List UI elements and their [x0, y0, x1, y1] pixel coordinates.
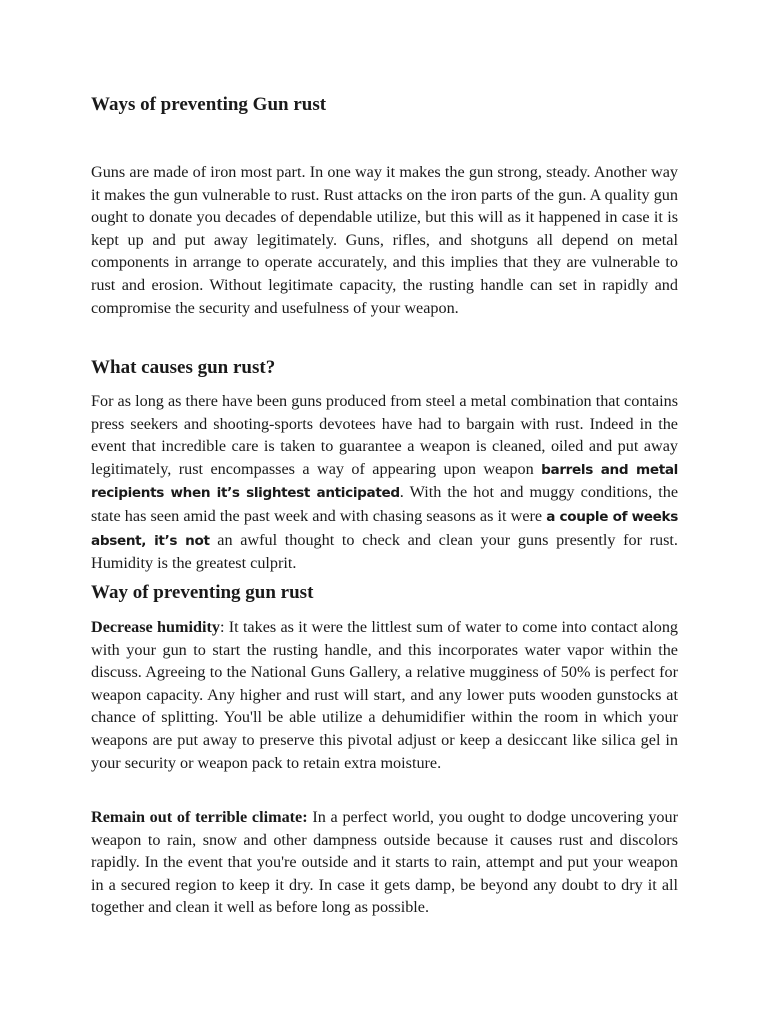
climate-label: Remain out of terrible climate: [91, 808, 308, 826]
humidity-text: : It takes as it were the littlest sum of water to come into contact along with your gun to start the rusting handle, and this incorporates water vapor within the discuss. Agreeing to the National Guns Gallery, a relative mugginess of 50% is perfect for weapon capacity. Any higher and rust will start, and any lower puts wooden gunstocks at chance of splitting. You'll be able utilize a dehumidifier within the room in which your weapons are put away to preserve this pivotal adjust or keep a desiccant like silica gel in your security or weapon pack to retain extra moisture. [91, 618, 679, 772]
causes-text-2: . With the hot and muggy conditions, the state has seen amid the past week and with chasing seasons as it were [91, 483, 679, 525]
climate-paragraph [91, 806, 678, 919]
causes-heading: What causes gun rust? [91, 357, 276, 378]
climate-text: In a perfect world, you ought to dodge uncovering your weapon to rain, snow and other dampness outside because it causes rust and discolors rapidly. In the event that you're outside and it starts to rain, attempt and put your weapon in a secured region to keep it dry. In case it gets damp, be beyond any doubt to dry it all together and clean it well as before long as possible. [91, 808, 678, 917]
causes-paragraph [91, 390, 678, 575]
document-title: Ways of preventing Gun rust [91, 94, 327, 115]
causes-text-1: For as long as there have been guns produced from steel a metal combination that contains press seekers and shooting-sports devotees have had to bargain with rust. Indeed in the event that incredible care is taken to guarantee a weapon is cleaned, oiled and put away legitimately, rust encompasses a way of appearing upon weapon [91, 392, 678, 478]
prevent-heading: Way of preventing gun rust [91, 582, 314, 603]
humidity-label: Decrease humidity [91, 618, 220, 636]
humidity-paragraph [91, 616, 678, 774]
intro-paragraph: Guns are made of iron most part. In one way it makes the gun strong, steady. Another way it makes the gun vulnerable to rust. Rust attacks on the iron parts of the gun. A quality gun ought to donate you decades of dependable utilize, but this will as it happened in case it is kept up and put away legitimately. Guns, rifles, and shotguns all depend on metal components in arrange to operate accurately, and this implies that they are vulnerable to rust and erosion. Without legitimate capacity, the rusting handle can set in rapidly and compromise the security and usefulness of your weapon. [91, 163, 678, 317]
causes-bold-2: a couple of weeks absent, it’s not [91, 508, 678, 549]
causes-bold-1: barrels and metal recipients when it’s slightest anticipated [91, 461, 678, 502]
causes-text-3: an awful thought to check and clean your guns presently for rust. Humidity is the greatest culprit. [91, 530, 678, 573]
